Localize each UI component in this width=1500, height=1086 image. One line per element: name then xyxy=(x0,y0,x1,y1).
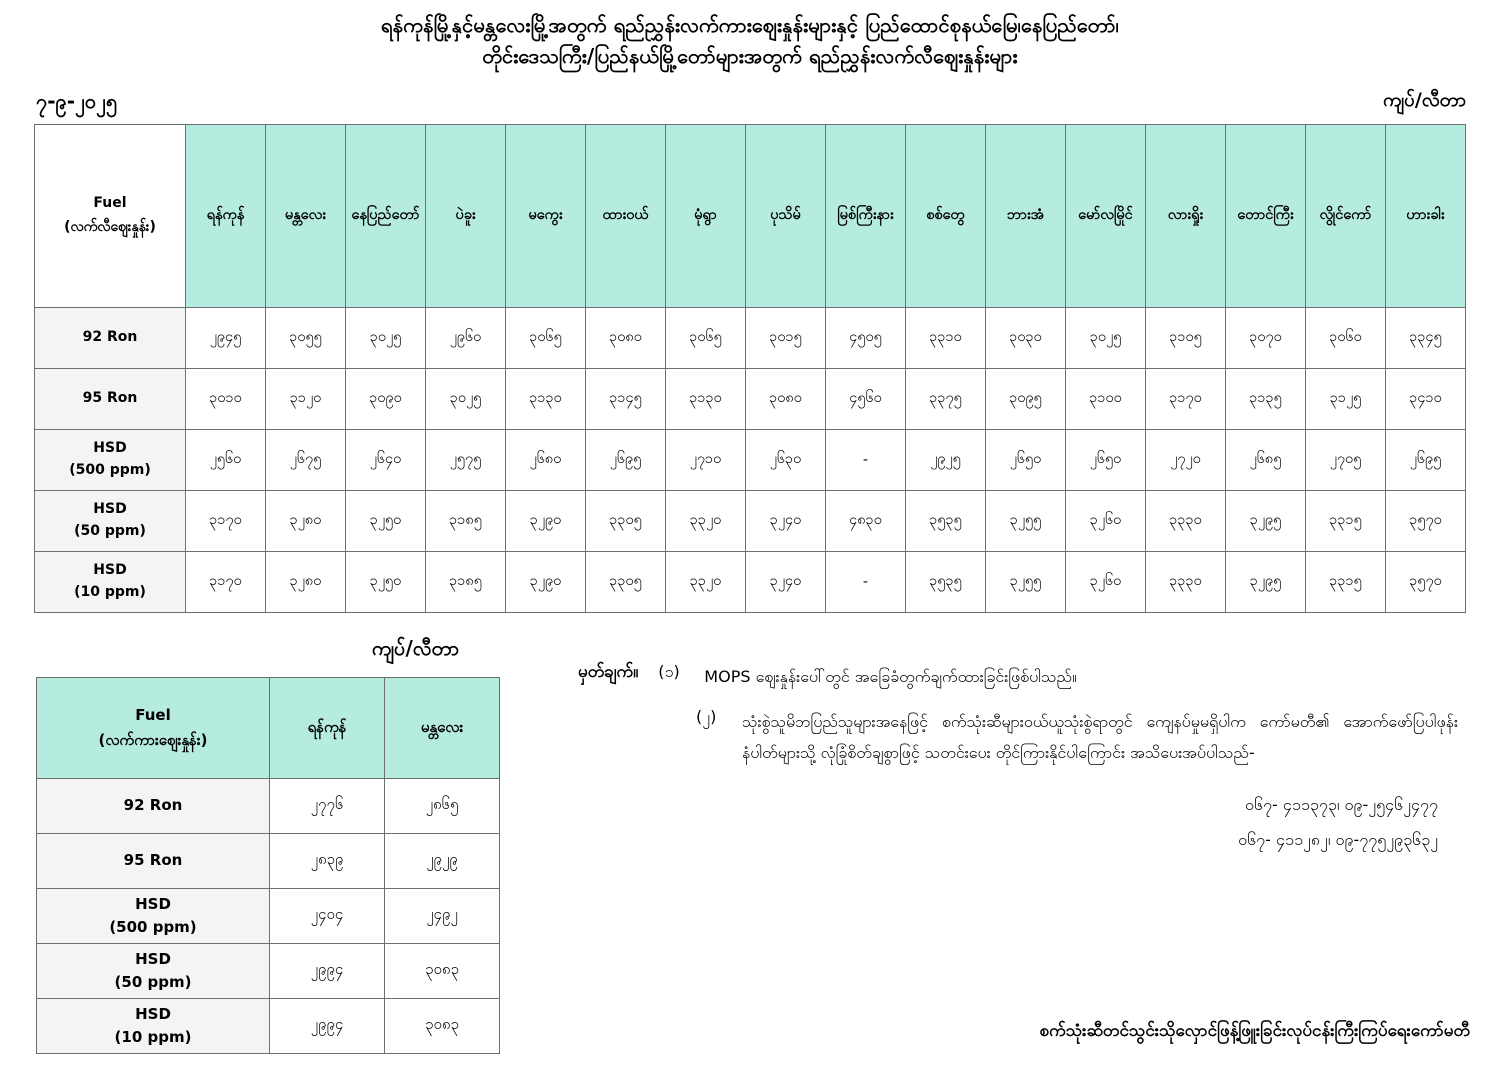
row-label-95ron xyxy=(35,369,186,430)
cell: ၃၁၄၅ xyxy=(586,369,666,430)
row-label-line-1: HSD xyxy=(93,562,127,579)
cell: ၂၅၇၅ xyxy=(426,430,506,491)
column-header-mandalay-wholesale: မန္တလေး xyxy=(385,678,500,779)
cell: ၂၉၉၄ xyxy=(270,944,385,999)
cell: ၂၆၉၅ xyxy=(1386,430,1466,491)
cell: ၂၄၀၄ xyxy=(270,889,385,944)
fuel-header-line-2: (လက်ကားဈေးနှုန်း) xyxy=(98,731,208,749)
cell: ၂၆၇၅ xyxy=(266,430,346,491)
cell: ၃၁၂၅ xyxy=(1306,369,1386,430)
cell: ၂၇၁၀ xyxy=(666,430,746,491)
row-label-line-1: 92 Ron xyxy=(123,796,183,815)
cell: ၃၀၈၀ xyxy=(746,369,826,430)
notes-label: မှတ်ချက်။ xyxy=(578,662,639,682)
fuel-header-line-2: (လက်လီဈေးနှုန်း) xyxy=(64,219,156,235)
cell: ၂၆၈၀ xyxy=(506,430,586,491)
cell: ၃၃၁၀ xyxy=(906,308,986,369)
cell: ၂၇၂၀ xyxy=(1146,430,1226,491)
note-item-2 xyxy=(696,706,1458,768)
wholesale-price-table xyxy=(36,677,500,1054)
cell: ၃၁၈၅ xyxy=(426,491,506,552)
cell: ၄၅၀၅ xyxy=(826,308,906,369)
cell: ၃၀၅၅ xyxy=(266,308,346,369)
table-row xyxy=(37,944,500,999)
row-label-line-2: (10 ppm) xyxy=(74,584,146,600)
cell: ၂၆၅၀ xyxy=(986,430,1066,491)
row-label-line-1: HSD xyxy=(93,440,127,457)
fuel-column-header-wholesale xyxy=(37,678,270,779)
table-row xyxy=(37,779,500,834)
cell: ၃၀၈၃ xyxy=(385,944,500,999)
column-header-magway: မကွေး xyxy=(506,125,586,308)
contact-phones xyxy=(578,787,1458,857)
cell: ၃၂၅၅ xyxy=(986,491,1066,552)
retail-table-body xyxy=(35,308,1466,613)
cell: ၂၇၇၆ xyxy=(270,779,385,834)
row-label-line-1: 95 Ron xyxy=(123,851,183,870)
table-row xyxy=(37,834,500,889)
cell: ၃၃၃၀ xyxy=(1146,552,1226,613)
date-label: ၇-၉-၂၀၂၅ xyxy=(36,89,118,113)
cell: ၃၃၂၀ xyxy=(666,491,746,552)
cell: ၃၀၁၀ xyxy=(186,369,266,430)
bottom-section xyxy=(0,635,1500,1046)
table-row xyxy=(35,430,1466,491)
column-header-loikaw: လွိုင်ကော် xyxy=(1306,125,1386,308)
cell: ၃၃၇၅ xyxy=(906,369,986,430)
column-header-bago: ပဲခူး xyxy=(426,125,506,308)
cell: ၃၂၄၀ xyxy=(746,552,826,613)
cell: ၃၀၆၅ xyxy=(506,308,586,369)
cell: ၃၁၇၀ xyxy=(186,552,266,613)
cell: ၃၀၇၀ xyxy=(1226,308,1306,369)
title-line-1: ရန်ကုန်မြို့နှင့်မန္တလေးမြို့အတွက် ရည်ညွှန်းလက်ကားဈေးနှုန်းများနှင့် ပြည်ထောင်စုနယ်မြေ၊နေပြည်တော်၊ xyxy=(380,13,1120,37)
cell: ၂၆၉၅ xyxy=(586,430,666,491)
cell: ၃၀၈၀ xyxy=(586,308,666,369)
row-label-hsd-500ppm xyxy=(35,430,186,491)
column-header-yangon-wholesale: ရန်ကုန် xyxy=(270,678,385,779)
column-header-pathein: ပုသိမ် xyxy=(746,125,826,308)
column-header-myitkyina: မြစ်ကြီးနား xyxy=(826,125,906,308)
cell: - xyxy=(826,552,906,613)
cell: ၃၀၂၅ xyxy=(346,308,426,369)
cell: ၄၅၆၀ xyxy=(826,369,906,430)
retail-table-head xyxy=(35,125,1466,308)
cell: ၃၃၁၅ xyxy=(1306,552,1386,613)
wholesale-table-head xyxy=(37,678,500,779)
cell: ၃၃၃၀ xyxy=(1146,491,1226,552)
cell: ၂၈၃၉ xyxy=(270,834,385,889)
note-text-2: သုံးစွဲသူမိဘပြည်သူများအနေဖြင့် စက်သုံးဆီများဝယ်ယူသုံးစွဲရာတွင် ကျေနပ်မှုမရှိပါက ကော်မတီ၏ အောက်ဖော်ပြပါဖုန်းနံပါတ်များသို့ လုံခြုံစိတ်ချစွာဖြင့် သတင်းပေး တိုင်ကြားနိုင်ပါကြောင်း အသိပေးအပ်ပါသည်- xyxy=(742,712,1458,763)
title-line-2: တိုင်းဒေသကြီး/ပြည်နယ်မြို့တော်များအတွက် ရည်ညွှန်းလက်လီဈေးနှုန်းများ xyxy=(482,44,1018,68)
cell: ၃၂၄၀ xyxy=(746,491,826,552)
cell: ၂၆၄၀ xyxy=(346,430,426,491)
row-label-line-1: HSD xyxy=(135,1004,171,1023)
row-label-hsd-500ppm-wholesale xyxy=(37,889,270,944)
column-header-yangon: ရန်ကုန် xyxy=(186,125,266,308)
cell: ၂၆၃၀ xyxy=(746,430,826,491)
page-title xyxy=(0,0,1500,72)
column-header-mawlamyine: မော်လမြိုင် xyxy=(1066,125,1146,308)
cell: ၃၃၀၅ xyxy=(586,491,666,552)
cell: ၃၂၉၅ xyxy=(1226,552,1306,613)
cell: ၃၂၈၀ xyxy=(266,552,346,613)
column-header-hakha: ဟားခါး xyxy=(1386,125,1466,308)
cell: ၃၁၀၀ xyxy=(1066,369,1146,430)
column-header-mandalay: မန္တလေး xyxy=(266,125,346,308)
phone-line-1: ၀၆၇- ၄၁၁၃၇၃၊ ၀၉-၂၅၄၆၂၄၇၇ xyxy=(1245,794,1438,814)
meta-row xyxy=(0,84,1500,124)
cell: ၃၀၈၃ xyxy=(385,999,500,1054)
row-label-line-1: 92 Ron xyxy=(82,329,138,346)
cell: ၂၉၆၀ xyxy=(426,308,506,369)
row-label-line-2: (10 ppm) xyxy=(114,1028,192,1046)
cell: ၃၂၆၀ xyxy=(1066,552,1146,613)
table-row xyxy=(35,369,1466,430)
row-label-line-1: HSD xyxy=(135,949,171,968)
table-header-row xyxy=(37,678,500,779)
unit-label-main: ကျပ်/လီတာ xyxy=(1383,89,1466,111)
table-row xyxy=(35,552,1466,613)
cell: ၃၁၂၀ xyxy=(266,369,346,430)
cell: ၃၄၁၀ xyxy=(1386,369,1466,430)
note-number-1: (၁) xyxy=(658,662,680,681)
table-row xyxy=(37,999,500,1054)
cell: ၃၃၀၅ xyxy=(586,552,666,613)
issuing-committee-footer: စက်သုံးဆီတင်သွင်းသိုလှောင်ဖြန့်ဖြူးခြင်းလုပ်ငန်းကြီးကြပ်ရေးကော်မတီ xyxy=(1039,1021,1470,1041)
row-label-hsd-50ppm-wholesale xyxy=(37,944,270,999)
cell: ၃၁၇၀ xyxy=(1146,369,1226,430)
cell: ၃၃၁၅ xyxy=(1306,491,1386,552)
retail-price-table xyxy=(34,124,1466,613)
row-label-line-1: HSD xyxy=(135,894,171,913)
column-header-lashio: လားရှိုး xyxy=(1146,125,1226,308)
cell: ၃၂၅၅ xyxy=(986,552,1066,613)
table-row xyxy=(35,491,1466,552)
cell: ၃၀၉၀ xyxy=(346,369,426,430)
cell: ၃၂၈၀ xyxy=(266,491,346,552)
column-header-monywa: မုံရွာ xyxy=(666,125,746,308)
row-label-line-2: (50 ppm) xyxy=(74,523,146,539)
cell: ၃၁၇၀ xyxy=(186,491,266,552)
cell: ၃၂၉၀ xyxy=(506,552,586,613)
cell: ၃၀၆၅ xyxy=(666,308,746,369)
table-row xyxy=(37,889,500,944)
row-label-line-2: (500 ppm) xyxy=(109,918,197,936)
cell: ၃၃၄၅ xyxy=(1386,308,1466,369)
row-label-line-2: (50 ppm) xyxy=(114,973,192,991)
cell: ၃၂၅၀ xyxy=(346,552,426,613)
wholesale-table-body xyxy=(37,779,500,1054)
cell: ၂၅၆၀ xyxy=(186,430,266,491)
cell: ၃၅၇၀ xyxy=(1386,552,1466,613)
row-label-95ron-wholesale xyxy=(37,834,270,889)
cell: ၃၅၃၅ xyxy=(906,491,986,552)
cell: ၂၉၉၄ xyxy=(270,999,385,1054)
row-label-92ron xyxy=(35,308,186,369)
cell: - xyxy=(826,430,906,491)
cell: ၃၁၃၀ xyxy=(506,369,586,430)
cell: ၂၄၉၂ xyxy=(385,889,500,944)
cell: ၂၈၆၅ xyxy=(385,779,500,834)
row-label-line-1: 95 Ron xyxy=(82,390,138,407)
column-header-hpaan: ဘားအံ xyxy=(986,125,1066,308)
cell: ၃၁၃၀ xyxy=(666,369,746,430)
cell: ၃၂၉၅ xyxy=(1226,491,1306,552)
table-header-row xyxy=(35,125,1466,308)
note-text-1: MOPS ဈေးနှုန်းပေါ်တွင် အခြေခံတွက်ချက်ထားခြင်းဖြစ်ပါသည်။ xyxy=(704,667,1077,686)
row-label-hsd-50ppm xyxy=(35,491,186,552)
cell: ၃၀၂၅ xyxy=(426,369,506,430)
table-row xyxy=(35,308,1466,369)
cell: ၃၁၃၅ xyxy=(1226,369,1306,430)
row-label-line-2: (500 ppm) xyxy=(69,462,151,478)
row-label-hsd-10ppm xyxy=(35,552,186,613)
cell: ၂၇၀၅ xyxy=(1306,430,1386,491)
row-label-92ron-wholesale xyxy=(37,779,270,834)
phone-line-2: ၀၆၇- ၄၁၁၂၈၂၊ ၀၉-၇၇၅၂၉၃၆၃၂ xyxy=(1238,829,1438,849)
cell: ၂၉၄၅ xyxy=(186,308,266,369)
cell: ၃၀၂၅ xyxy=(1066,308,1146,369)
cell: ၃၂၆၀ xyxy=(1066,491,1146,552)
cell: ၃၁၈၅ xyxy=(426,552,506,613)
cell: ၄၈၃၀ xyxy=(826,491,906,552)
cell: ၃၀၁၅ xyxy=(746,308,826,369)
note-number-2: (၂) xyxy=(696,707,717,727)
row-label-line-1: HSD xyxy=(93,501,127,518)
cell: ၃၂၉၀ xyxy=(506,491,586,552)
cell: ၃၁၀၅ xyxy=(1146,308,1226,369)
cell: ၂၆၅၀ xyxy=(1066,430,1146,491)
cell: ၃၅၃၅ xyxy=(906,552,986,613)
notes-section xyxy=(578,661,1458,857)
cell: ၃၀၃၀ xyxy=(986,308,1066,369)
column-header-sittwe: စစ်တွေ xyxy=(906,125,986,308)
column-header-naypyitaw: နေပြည်တော် xyxy=(346,125,426,308)
cell: ၂၆၈၅ xyxy=(1226,430,1306,491)
cell: ၃၂၅၀ xyxy=(346,491,426,552)
cell: ၃၀၉၅ xyxy=(986,369,1066,430)
cell: ၃၃၂၀ xyxy=(666,552,746,613)
cell: ၂၉၂၅ xyxy=(906,430,986,491)
fuel-header-line-1: Fuel xyxy=(135,705,171,724)
fuel-column-header xyxy=(35,125,186,308)
cell: ၃၅၇၀ xyxy=(1386,491,1466,552)
unit-label-wholesale: ကျပ်/လီတာ xyxy=(372,636,460,660)
cell: ၂၉၂၉ xyxy=(385,834,500,889)
column-header-dawei: ထားဝယ် xyxy=(586,125,666,308)
row-label-hsd-10ppm-wholesale xyxy=(37,999,270,1054)
note-item-1 xyxy=(578,661,1458,692)
column-header-taunggyi: တောင်ကြီး xyxy=(1226,125,1306,308)
fuel-header-line-1: Fuel xyxy=(93,195,127,212)
cell: ၃၀၆၀ xyxy=(1306,308,1386,369)
